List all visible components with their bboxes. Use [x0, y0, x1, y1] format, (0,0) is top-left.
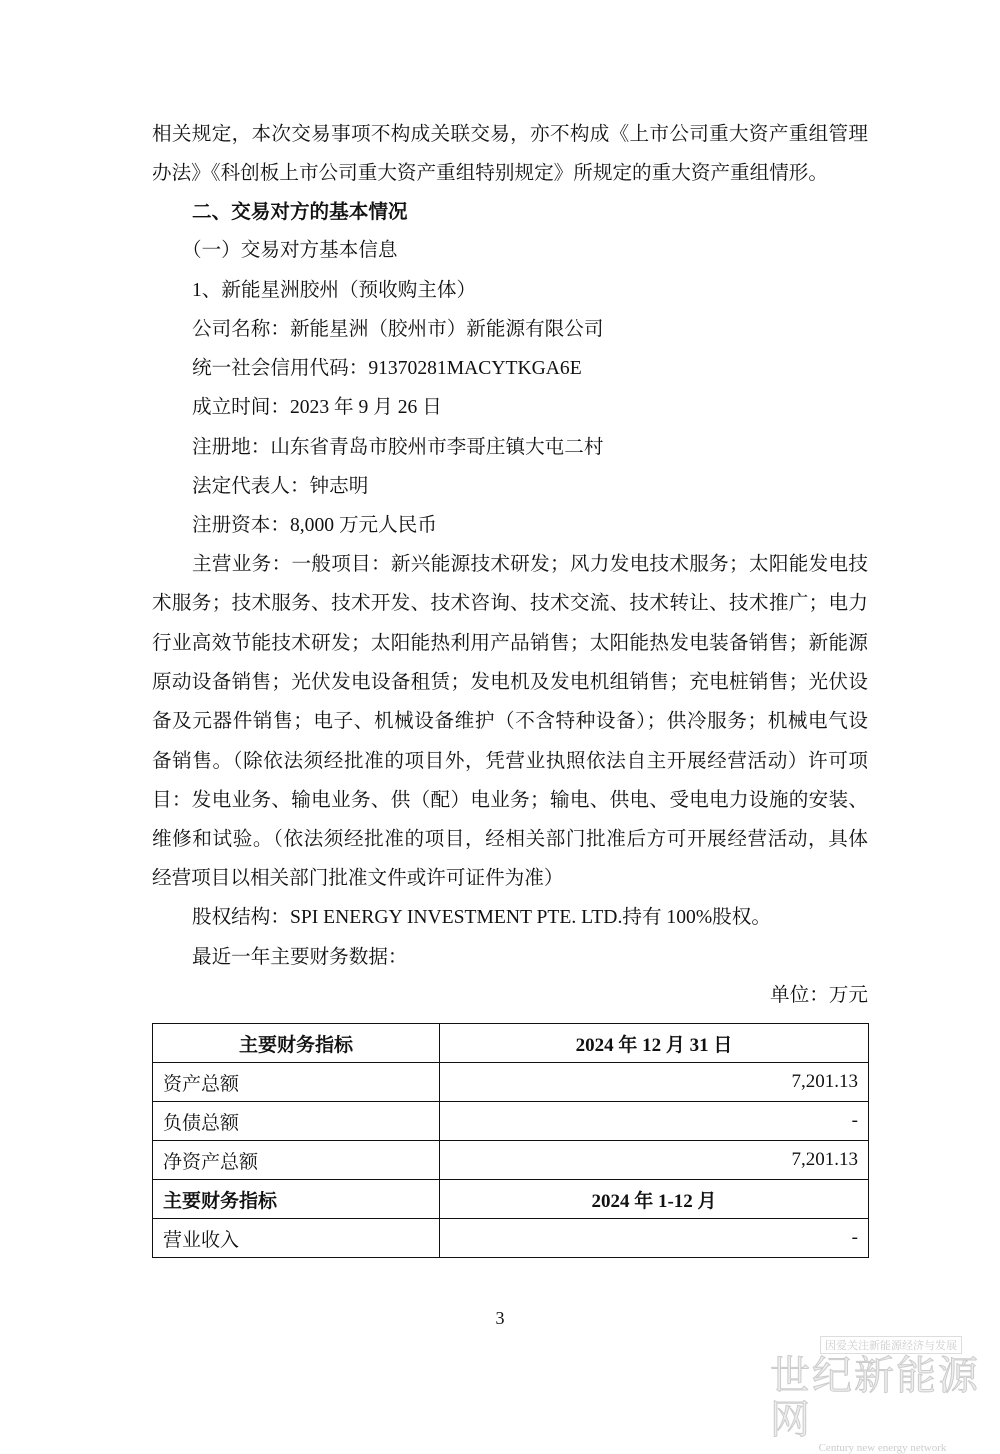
entity-title: 1、新能星洲胶州（预收购主体） [192, 280, 477, 301]
field-capital: 注册资本：8,000 万元人民币 [192, 515, 437, 536]
table-header-row [153, 1180, 869, 1219]
field-credit-code: 统一社会信用代码：91370281MACYTKGA6E [192, 358, 582, 379]
financial-table [152, 1023, 869, 1258]
header-cell: 主要财务指标 [153, 1180, 440, 1219]
financial-intro: 最近一年主要财务数据： [192, 947, 408, 968]
watermark-english: Century new energy network [818, 1442, 947, 1454]
watermark-name: 世纪新能源网 [770, 1353, 980, 1442]
business-text: 原动设备销售；光伏发电设备租赁；发电机及发电机组销售；充电桩销售；光伏设 [152, 672, 868, 693]
business-text: 经营项目以相关部门批准文件或许可证件为准） [152, 868, 564, 889]
business-text: 主营业务：一般项目：新兴能源技术研发；风力发电技术服务；太阳能发电技 [192, 554, 868, 575]
business-text: 目：发电业务、输电业务、供（配）电业务；输电、供电、受电电力设施的安装、 [152, 790, 868, 811]
body-text: 相关规定，本次交易事项不构成关联交易，亦不构成《上市公司重大资产重组管理 [152, 124, 868, 145]
row-value: 7,201.13 [440, 1141, 869, 1180]
subsection-title: （一）交易对方基本信息 [182, 240, 398, 261]
field-company-name: 公司名称：新能星洲（胶州市）新能源有限公司 [192, 319, 604, 340]
section-title: 二、交易对方的基本情况 [192, 202, 408, 223]
table-row [153, 1063, 869, 1102]
table-row [153, 1141, 869, 1180]
body-text: 办法》《科创板上市公司重大资产重组特别规定》所规定的重大资产重组情形。 [152, 163, 828, 184]
unit-label: 单位：万元 [770, 985, 868, 1006]
row-value: - [440, 1219, 869, 1258]
header-cell: 2024 年 12 月 31 日 [440, 1024, 869, 1063]
watermark-slogan: 因爱关注新能源经济与发展 [820, 1336, 962, 1354]
field-address: 注册地：山东省青岛市胶州市李哥庄镇大屯二村 [192, 437, 604, 458]
row-label: 资产总额 [153, 1063, 440, 1102]
table-row [153, 1102, 869, 1141]
page-number: 3 [495, 1308, 505, 1328]
watermark-logo [770, 1336, 995, 1454]
business-text: 维修和试验。（依法须经批准的项目，经相关部门批准后方可开展经营活动，具体 [152, 829, 868, 850]
business-text: 备及元器件销售；电子、机械设备维护（不含特种设备）；供冷服务；机械电气设 [152, 711, 868, 732]
field-legal-rep: 法定代表人：钟志明 [192, 476, 369, 497]
row-label: 负债总额 [153, 1102, 440, 1141]
field-established: 成立时间：2023 年 9 月 26 日 [192, 397, 442, 418]
table-row [153, 1219, 869, 1258]
row-value: - [440, 1102, 869, 1141]
header-cell: 2024 年 1-12 月 [440, 1180, 869, 1219]
business-text: 术服务；技术服务、技术开发、技术咨询、技术交流、技术转让、技术推广；电力 [152, 593, 868, 614]
row-label: 营业收入 [153, 1219, 440, 1258]
business-text: 备销售。（除依法须经批准的项目外，凭营业执照依法自主开展经营活动）许可项 [152, 751, 868, 772]
equity-structure: 股权结构：SPI ENERGY INVESTMENT PTE. LTD.持有 100%股权。 [192, 907, 771, 928]
row-label: 净资产总额 [153, 1141, 440, 1180]
business-text: 行业高效节能技术研发；太阳能热利用产品销售；太阳能热发电装备销售；新能源 [152, 633, 868, 654]
header-cell: 主要财务指标 [153, 1024, 440, 1063]
row-value: 7,201.13 [440, 1063, 869, 1102]
table-header-row [153, 1024, 869, 1063]
